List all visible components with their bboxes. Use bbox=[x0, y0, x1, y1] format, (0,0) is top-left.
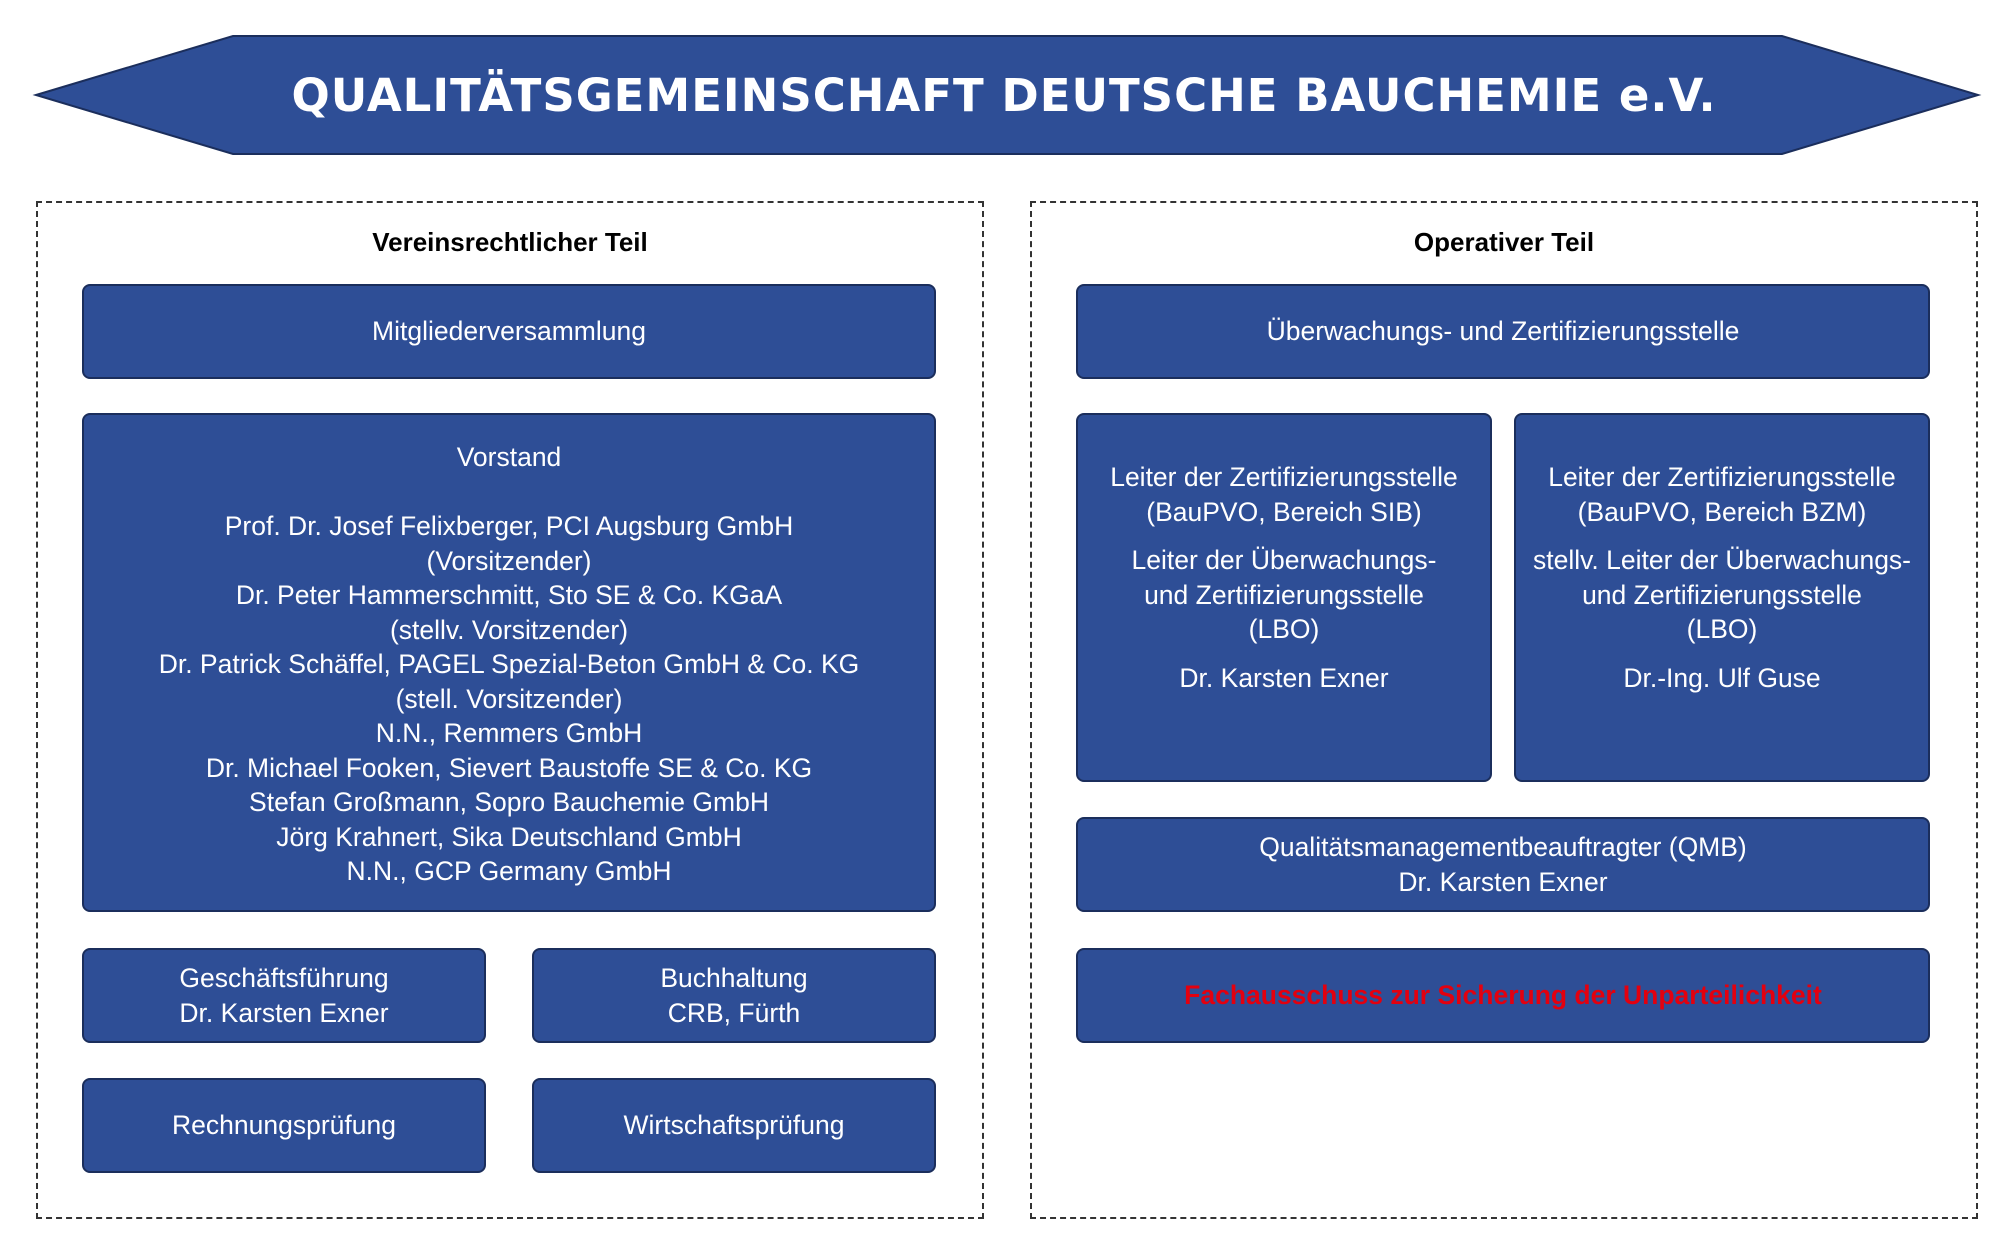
box-role: Leiter der Zertifizierungsstelle bbox=[1548, 462, 1896, 492]
box-role: und Zertifizierungsstelle bbox=[1582, 579, 1862, 610]
box-label: Überwachungs- und Zertifizierungsstelle bbox=[1266, 316, 1740, 347]
box-person: Dr. Karsten Exner bbox=[1179, 662, 1389, 693]
vorstand-heading: Vorstand bbox=[456, 442, 562, 472]
box-label: Qualitätsmanagementbeauftragter (QMB) bbox=[1259, 832, 1747, 862]
box-vorstand[interactable] bbox=[82, 413, 936, 912]
box-role: Leiter der Überwachungs- bbox=[1131, 545, 1437, 575]
box-label: Wirtschaftsprüfung bbox=[623, 1110, 845, 1141]
box-label: Rechnungsprüfung bbox=[172, 1110, 396, 1141]
box-person: Dr. Karsten Exner bbox=[1398, 866, 1608, 897]
box-person: Dr. Karsten Exner bbox=[179, 997, 389, 1028]
box-role: stellv. Leiter der Überwachungs- bbox=[1532, 545, 1912, 575]
vorstand-member: Prof. Dr. Josef Felixberger, PCI Augsburg GmbH bbox=[224, 511, 794, 541]
box-qmb[interactable] bbox=[1076, 817, 1930, 912]
vorstand-member: (stellv. Vorsitzender) bbox=[389, 614, 629, 645]
section-title-left: Vereinsrechtlicher Teil bbox=[372, 227, 648, 257]
box-fachausschuss[interactable] bbox=[1076, 948, 1930, 1043]
vorstand-member: Dr. Michael Fooken, Sievert Baustoffe SE & Co. KG bbox=[205, 752, 813, 783]
box-role: und Zertifizierungsstelle bbox=[1144, 579, 1424, 610]
vorstand-member: Dr. Peter Hammerschmitt, Sto SE & Co. KGaA bbox=[235, 580, 783, 610]
vorstand-member: N.N., GCP Germany GmbH bbox=[346, 856, 672, 886]
vorstand-member: N.N., Remmers GmbH bbox=[375, 718, 643, 748]
organization-title: QUALITÄTSGEMEINSCHAFT DEUTSCHE BAUCHEMIE e.V. bbox=[291, 68, 1717, 122]
box-role: (LBO) bbox=[1248, 614, 1320, 644]
box-role: (BauPVO, Bereich BZM) bbox=[1577, 496, 1867, 527]
box-geschaeftsfuehrung[interactable] bbox=[82, 948, 486, 1043]
box-leiter-bzm[interactable] bbox=[1514, 413, 1930, 782]
box-role: (BauPVO, Bereich SIB) bbox=[1146, 496, 1422, 527]
box-person: CRB, Fürth bbox=[667, 997, 801, 1028]
box-mitgliederversammlung[interactable] bbox=[82, 284, 936, 379]
fachausschuss-label: Fachausschuss zur Sicherung der Unparteilichkeit bbox=[1184, 980, 1822, 1011]
vorstand-member: Stefan Großmann, Sopro Bauchemie GmbH bbox=[249, 787, 769, 817]
box-role: Leiter der Zertifizierungsstelle bbox=[1110, 462, 1458, 492]
box-buchhaltung[interactable] bbox=[532, 948, 936, 1043]
box-label: Buchhaltung bbox=[660, 963, 808, 993]
vorstand-member: (stell. Vorsitzender) bbox=[395, 683, 623, 714]
vorstand-member: Jörg Krahnert, Sika Deutschland GmbH bbox=[276, 821, 742, 852]
section-title-right: Operativer Teil bbox=[1413, 227, 1595, 257]
box-person: Dr.-Ing. Ulf Guse bbox=[1623, 662, 1821, 693]
box-ueberwachungsstelle[interactable] bbox=[1076, 284, 1930, 379]
box-role: (LBO) bbox=[1686, 614, 1758, 644]
vorstand-member: Dr. Patrick Schäffel, PAGEL Spezial-Beton GmbH & Co. KG bbox=[158, 649, 860, 679]
box-leiter-sib[interactable] bbox=[1076, 413, 1492, 782]
box-wirtschaftspruefung[interactable] bbox=[532, 1078, 936, 1173]
vorstand-member: (Vorsitzender) bbox=[426, 545, 592, 576]
box-rechnungspruefung[interactable] bbox=[82, 1078, 486, 1173]
box-label: Geschäftsführung bbox=[179, 963, 389, 993]
box-label: Mitgliederversammlung bbox=[372, 316, 646, 347]
